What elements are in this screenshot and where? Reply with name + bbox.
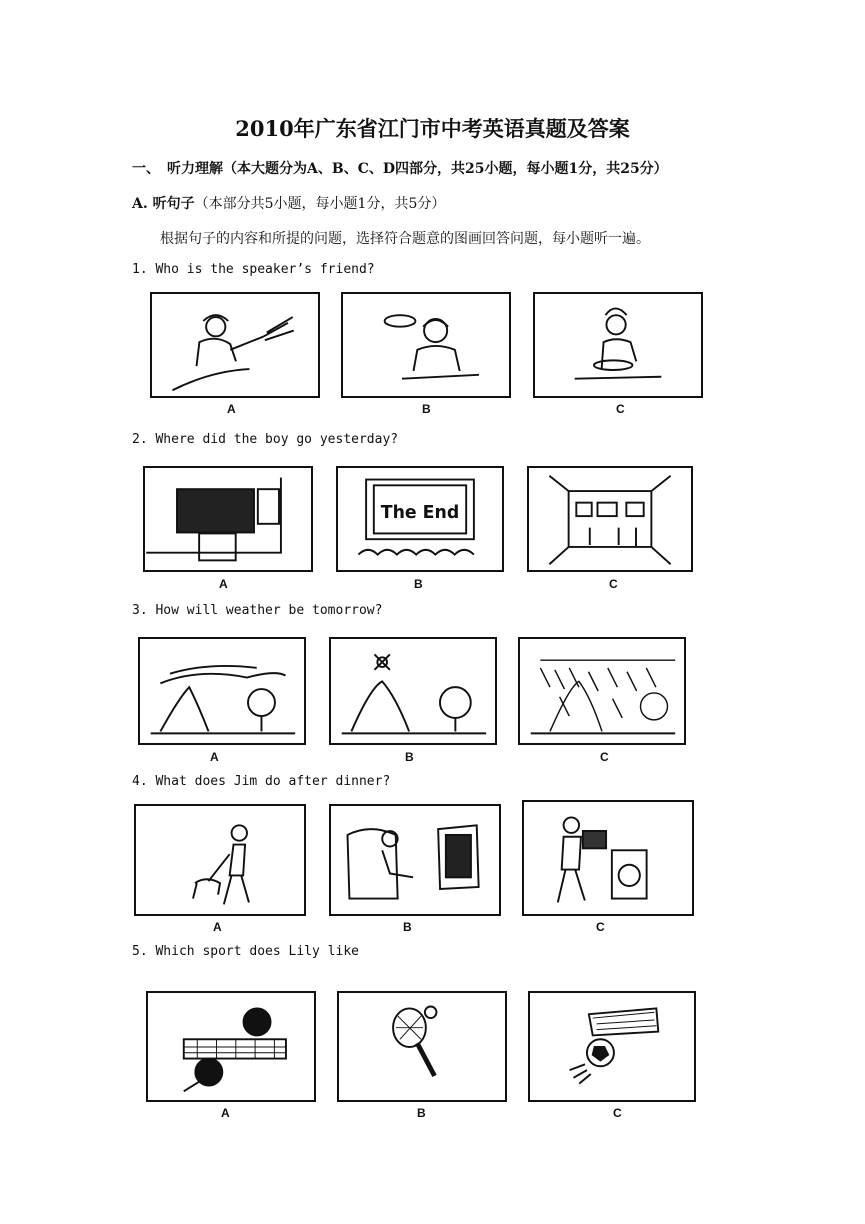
q5-picture-b-tennis — [337, 991, 507, 1102]
q2-picture-a-tv-room — [143, 466, 313, 572]
q2-picture-b-cinema — [336, 466, 504, 572]
q1-label-a: A — [227, 402, 236, 416]
question-5-text: 5. Which sport does Lily like — [132, 944, 359, 959]
q2-label-a: A — [219, 577, 228, 591]
q2-picture-c-gallery — [527, 466, 693, 572]
q2-label-c: C — [609, 577, 618, 591]
q1-label-b: B — [422, 402, 431, 416]
q3-label-a: A — [210, 750, 219, 764]
question-3-text: 3. How will weather be tomorrow? — [132, 603, 383, 618]
q5-label-a: A — [221, 1106, 230, 1120]
q5-label-b: B — [417, 1106, 426, 1120]
q4-picture-c-laundry — [522, 800, 694, 916]
q4-picture-a-walking-dog — [134, 804, 306, 916]
part-a-instruction: 根据句子的内容和所提的问题，选择符合题意的图画回答问题，每小题听一遍。 — [160, 231, 650, 247]
question-2-text: 2. Where did the boy go yesterday? — [132, 432, 399, 447]
q3-picture-a-cloudy — [138, 637, 306, 745]
q1-picture-c-cook — [533, 292, 703, 398]
cinema-screen-text: The End — [380, 503, 460, 524]
question-4-text: 4. What does Jim do after dinner? — [132, 774, 391, 789]
q5-picture-a-table-tennis — [146, 991, 316, 1102]
section-heading: 一、 听力理解（本大题分为A、B、C、D四部分，共25小题，每小题1分，共25分） — [132, 161, 668, 177]
q3-picture-b-sunny — [329, 637, 497, 745]
page-title: 2010年广东省江门市中考英语真题及答案 — [235, 116, 630, 141]
part-a-label: A. 听句子 — [132, 196, 195, 212]
q4-label-b: B — [403, 920, 412, 934]
q1-picture-b-waiter — [341, 292, 511, 398]
q2-label-b: B — [414, 577, 423, 591]
q1-picture-a-firefighter — [150, 292, 320, 398]
q3-label-c: C — [600, 750, 609, 764]
q1-label-c: C — [616, 402, 625, 416]
q5-label-c: C — [613, 1106, 622, 1120]
q3-picture-c-rainy — [518, 637, 686, 745]
part-a-heading — [132, 193, 445, 213]
question-1-text: 1. Who is the speaker’s friend? — [132, 262, 375, 277]
q4-label-a: A — [213, 920, 222, 934]
q4-label-c: C — [596, 920, 605, 934]
q4-picture-b-watching-tv — [329, 804, 501, 916]
q3-label-b: B — [405, 750, 414, 764]
q5-picture-c-football — [528, 991, 696, 1102]
part-a-note: （本部分共5小题，每小题1分，共5分） — [194, 196, 446, 212]
